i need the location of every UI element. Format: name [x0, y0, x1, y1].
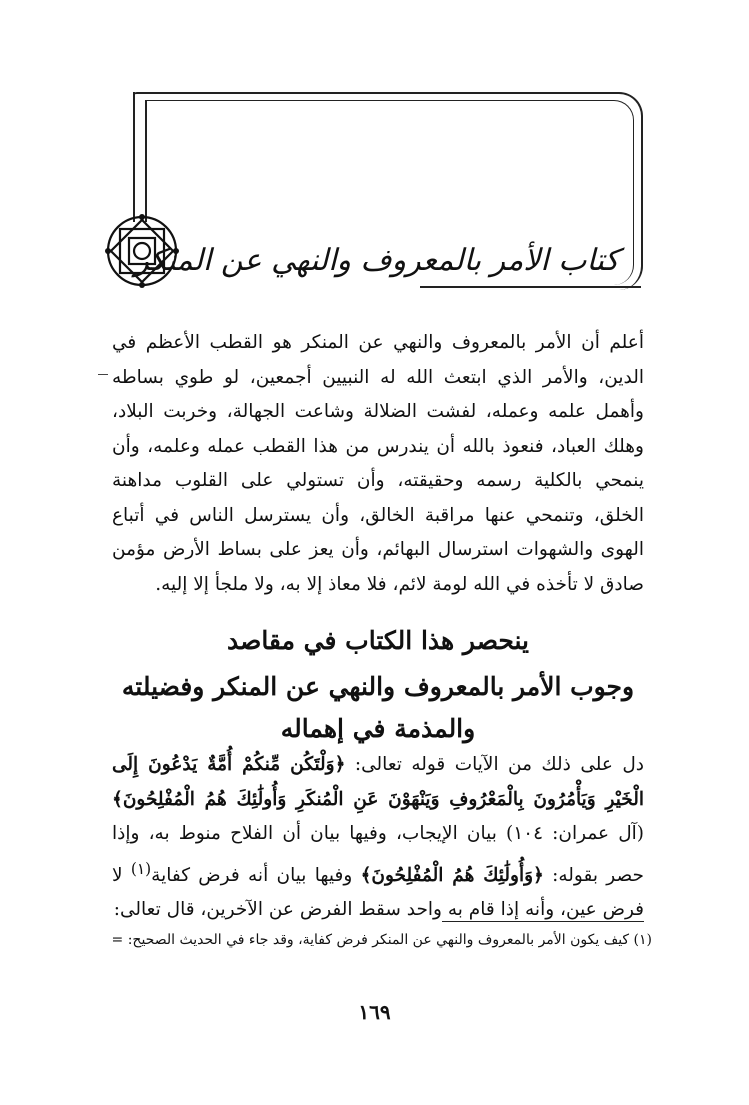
footnote: (١) كيف يكون الأمر بالمعروف والنهي عن المنكر فرض كفاية، وقد جاء في الحديث الصحيح: =: [111, 932, 652, 948]
footnote-rule: [442, 921, 644, 922]
frame-line: [145, 100, 147, 222]
verses-paragraph: [112, 748, 644, 928]
chapter-title: كتاب الأمر بالمعروف والنهي عن المنكر: [134, 243, 619, 278]
footnote-ref: (١): [130, 859, 152, 878]
intro-paragraph: أعلم أن الأمر بالمعروف والنهي عن المنكر هو القطب الأعظم في الدين، والأمر الذي ابتعث الله له النبيين أجمعين، لو طوي بساطه وأهمل علمه وعمله، لفشت الضلالة وشاعت الجهالة، وخربت البلاد، وهلك العباد، فنعوذ بالله أن يندرس من هذا القطب عمله وعلمه، وأن ينمحي بالكلية رسمه وحقيقته، وأن تستولي على القلوب مداهنة الخلق، وتنمحي عنها مراقبة الخالق، وأن يسترسل الناس في أتباع الهوى والشهوات استرسال البهائم، وأن يعز على بساط الأرض مؤمن صادق لا تأخذه في الله لومة لائم، فلا معاذ إلا به، ولا ملجأ إلا إليه.: [112, 332, 644, 595]
text-segment: دل على ذلك من الآيات قوله تعالى:: [345, 754, 645, 775]
page-number: ١٦٩: [358, 1000, 391, 1024]
quran-verse: ﴿وَلْتَكُن مِّنكُمْ أُمَّةٌ يَدْعُونَ إِلَى الْخَيْرِ وَيَأْمُرُونَ بِالْمَعْرُوفِ وَيَنْهَوْنَ عَنِ الْمُنكَرِ وَأُولَٰئِكَ هُمُ الْمُفْلِحُونَ﴾: [112, 754, 644, 810]
text-segment: وفيها بيان أنه فرض كفاية: [151, 864, 361, 886]
text-segment: (آل عمران: ١٠٤) بيان الإيجاب، وفيها بيان أن الفلاح منوط به، وإذا حصر بقوله:: [112, 823, 644, 886]
frame-line: [420, 286, 641, 288]
text-segment: لا فرض عين، وأنه إذا قام به واحد سقط الفرض عن الآخرين، قال تعالى:: [112, 864, 644, 921]
section-heading: ينحصر هذا الكتاب في مقاصد: [226, 626, 530, 655]
quran-verse: ﴿وَأُولَٰئِكَ هُمُ الْمُفْلِحُونَ﴾: [360, 864, 544, 886]
margin-mark: [98, 374, 108, 375]
section-subheading: وجوب الأمر بالمعروف والنهي عن المنكر وفضيلته والمذمة في إهماله: [121, 672, 635, 743]
frame-line: [133, 92, 135, 222]
